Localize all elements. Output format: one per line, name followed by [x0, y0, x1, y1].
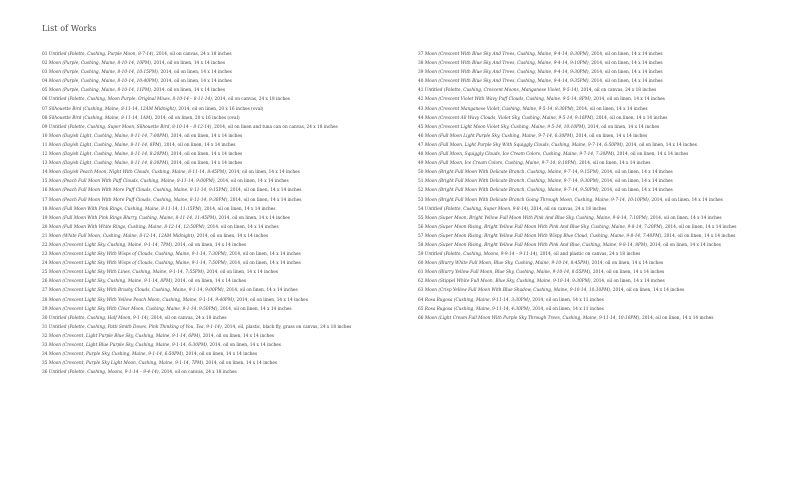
work-entry: [418, 241, 760, 250]
work-details: , 2014, oil on linen, 14 x 14 inches: [573, 106, 648, 112]
work-details: , 2014, oil on linen, 14 x 14 inches: [233, 297, 308, 303]
work-title: Moon (Peach Full Moon With More Puff Clouds, Cushing, Maine, 8-11-14, 9:15PM): [48, 188, 228, 194]
work-details: , 2014, oil on canvas, 24 x 18 inches: [211, 97, 290, 103]
work-number: 64: [418, 297, 424, 303]
work-details: , 2014, oil on linen, 14 x 14 inches: [157, 70, 232, 76]
work-title: Moon (Full Moon, Squiggly Clouds, Ice Cream Colors, Cushing, Maine, 9-7-14, 7:30PM): [424, 152, 615, 158]
work-title: Moon (Crescent With Blue Sky And Trees, Cushing, Maine, 9-4-14, 9:30PM): [424, 70, 589, 76]
work-number: 14: [42, 170, 48, 176]
work-details: , 2014, oil on linen, 14 x 14 inches: [217, 306, 292, 312]
work-number: 22: [42, 242, 48, 248]
work-number: 13: [42, 161, 48, 167]
work-entry: [418, 223, 760, 232]
work-number: 23: [42, 252, 48, 258]
work-number: 19: [42, 215, 48, 221]
work-entry: [418, 214, 760, 223]
work-details: , 2014, oil on linen, 14 x 14 inches: [662, 224, 737, 230]
work-number: 31: [42, 324, 48, 330]
work-number: 20: [42, 224, 48, 230]
work-entry: [42, 268, 380, 277]
work-number: 43: [418, 106, 424, 112]
work-number: 04: [42, 79, 48, 85]
work-title: Moon (Full Moon, Ice Cream Colors, Cushing, Maine, 9-7-14, 8:10PM): [424, 161, 577, 167]
work-details: , 2014, oil on linen, 14 x 14 inches: [598, 170, 673, 176]
work-title: Moon (Purple, Cushing, Maine, 8-10-14, 11PM): [48, 88, 151, 94]
work-title: Moon (Crescent All Wavy Clouds, Violet Sky, Cushing, Maine, 9-5-14, 9:10PM): [424, 115, 594, 121]
work-number: 59: [418, 252, 424, 258]
work-details: , 2014, oil on linen, 14 x 14 inches: [201, 206, 276, 212]
work-entry: [418, 68, 760, 77]
work-title: Moon (Bright Full Moon With Delicate Branch, Cushing, Maine, 9-7-14, 9:50PM): [424, 188, 599, 194]
work-entry: [42, 305, 380, 314]
work-number: 52: [418, 188, 424, 194]
work-entry: [42, 368, 380, 377]
work-title: Moon (Crescent Light Sky With Lines, Cushing, Maine, 9-1-14, 7:55PM): [48, 270, 204, 276]
work-entry: [418, 114, 760, 123]
work-details: , 2014, oil on linen, 14 x 14 inches: [226, 261, 301, 267]
work-entry: [42, 259, 380, 268]
work-details: , 2014, oil on linen, 14 x 14 inches: [157, 79, 232, 85]
work-number: 30: [42, 315, 48, 321]
work-entry: [42, 277, 380, 286]
work-title: Moon (Super Moon Rising, Bright Yellow Full Moon With Pink And Blue Sky, Cushing, Maine, 9-8-14, 7:20PM): [424, 224, 663, 230]
work-details: , 2014, oil on linen, 14 x 14 inches: [590, 279, 665, 285]
work-details: , 2014, oil on linen, 14 x 14 inches: [171, 242, 247, 248]
work-details: , 2014, oil on linen, 14 x 14 inches: [183, 352, 258, 358]
work-details: , 2014, oil on linen, 14 x 14 inches: [614, 152, 689, 158]
work-entry: [418, 268, 760, 277]
work-number: 29: [42, 306, 48, 312]
work-title: Moon (Crescent Violet With Wavy Puff Clouds, Cushing, Maine, 9-5-14, 8PM): [424, 97, 591, 103]
work-entry: [42, 150, 380, 159]
work-number: 03: [42, 70, 48, 76]
work-entry: [42, 168, 380, 177]
work-title: Untitled (Palette, Cushing, Super Moon, Silhouette Bird, 8-10-14 – 8-12-14): [48, 124, 212, 130]
work-entry: [418, 277, 760, 286]
work-title: Untitled (Palette, Cushing, Moon Purple, Original Mixes, 8-10-14 – 8-11-14): [48, 97, 212, 103]
work-title: Moon (Super Moon, Bright Yellow Full Moon With Pink And Blue Sky, Cushing, Maine, 9-8-14, 7:10PM): [424, 215, 648, 221]
work-title: Untitled (Palette, Cushing, Super Moon, 9-8-14): [424, 206, 529, 212]
work-title: Moon (Crescent Light Sky With Brushy Clouds, Cushing, Maine, 9-1-14, 9:00PM): [48, 288, 224, 294]
work-entry: [42, 323, 380, 332]
work-entry: [418, 259, 760, 268]
work-number: 17: [42, 197, 48, 203]
work-details: , 2014, oil on linen, 14 x 14 inches: [214, 179, 289, 185]
work-details: , 2014, oil on linen, 14 x 14 inches: [225, 170, 300, 176]
work-title: Moon (Bright Full Moon With Delicate Branch, Cushing, Maine, 9-7-14, 9:15PM): [424, 170, 599, 176]
work-title: Moon (Crisp Yellow Full Moon With Blue Shadow, Cushing, Maine, 9-10-14, 10:10PM): [424, 288, 611, 294]
work-details: , 2014, oil, plastic, black fly, grass on canvas, 24 x 18 inches: [221, 324, 352, 330]
work-title: Moon (Purple, Cushing, Maine, 8-10-14, 10PM): [48, 61, 151, 67]
work-title: Moon (Crescent Light Sky With Wisps of Clouds, Cushing, Maine, 9-1-14, 7:50PM): [48, 261, 227, 267]
work-number: 56: [418, 224, 424, 230]
work-number: 06: [42, 97, 48, 103]
work-title: Untitled (Palette, Cushing, Patti Smith Doves, Pink Thinking of You, Tea, 9-1-14): [48, 324, 222, 330]
work-title: Moon (White Full Moon, Cushing, Maine, 8-12-14, 12AM Midnight): [48, 233, 194, 239]
work-number: 36: [42, 370, 48, 376]
work-title: Moon (Bright Full Moon With Delicate Branch, Cushing, Maine, 9-7-14, 9:30PM): [424, 179, 599, 185]
work-title: Moon (Crescent Manganese Violet, Cushing, Maine, 9-5-14, 8:30PM): [424, 106, 574, 112]
work-number: 54: [418, 206, 424, 212]
work-entry: [42, 114, 380, 123]
work-number: 60: [418, 261, 424, 267]
work-title: Moon (Full Moon Light Purple Sky, Cushing, Maine, 9-7-14, 6:30PM): [424, 133, 574, 139]
work-number: 05: [42, 88, 48, 94]
work-entry: [42, 250, 380, 259]
work-entry: [42, 50, 380, 59]
work-details: , 2014, oil on linen, 14 x 14 inches: [168, 161, 243, 167]
work-number: 32: [42, 333, 48, 339]
work-details: , 2014, oil on linen, 14 x 11 inches: [529, 306, 604, 312]
work-title: Moon (Blurry White Full Moon, Blue Sky, Cushing, Maine, 9-10-14, 8:45PM): [424, 261, 589, 267]
work-details: , 2014, oil on canvas, 24 x 18 inches: [148, 315, 227, 321]
work-title: Moon (Crescent Light Sky With Yellow Peach Moon, Cushing, Maine, 9-1-14, 9:40PM): [48, 297, 234, 303]
work-details: , 2014, oil on linen, 14 x 14 inches: [588, 61, 663, 67]
work-title: Moon (Crescent With Blue Sky And Trees, Cushing, Maine, 9-4-14, 8:30PM): [424, 52, 589, 57]
work-entry: [42, 77, 380, 86]
work-entry: [42, 232, 380, 241]
work-title: Untitled (Palette, Cushing, Moons, 9-9-14 – 9-11-14): [424, 252, 538, 258]
work-details: , 2014, oil on linen, 14 x 14 inches: [203, 361, 278, 367]
work-number: 33: [42, 343, 48, 348]
work-entry: [418, 59, 760, 68]
work-details: , 2014, oil on canvas, 24 x 18 inches: [528, 206, 607, 212]
work-title: Moon (Crescent Light Sky With Wisps of Clouds, Cushing, Maine, 9-1-14, 7:30PM): [48, 252, 227, 258]
work-details: , 2014, oil on linen, 14 x 14 inches: [227, 188, 302, 194]
work-details: , 2014, oil on linen, 14 x 14 inches: [203, 270, 278, 276]
work-title: Silhouette Bird (Cushing, Maine, 8-11-14, 1AM): [48, 115, 152, 121]
work-entry: [42, 59, 380, 68]
work-number: 12: [42, 152, 48, 158]
work-details: , 2014, oil on linen, 14 x 14 inches: [590, 97, 665, 103]
work-number: 48: [418, 152, 424, 158]
work-entry: [42, 332, 380, 341]
work-entry: [42, 214, 380, 223]
work-title: Moon (Full Moon, Light Purple Sky With Squiggly Clouds, Cushing, Maine, 9-7-14, 6:50PM): [424, 142, 623, 148]
work-details: , 2014, oil on canvas, 24 x 18 inches: [153, 52, 232, 57]
work-entry: [42, 205, 380, 214]
work-details: , 2014, oil on linen, 14 x 14 inches: [610, 288, 685, 294]
work-number: 50: [418, 170, 424, 176]
work-entry: [418, 177, 760, 186]
work-title: Moon (Full Moon With Pink Rings, Cushing, Maine, 8-11-14, 11:15PM): [48, 206, 202, 212]
work-title: Moon (Dayish Peach Moon, Night With Clouds, Cushing, Maine, 8-11-14, 8:45PM): [48, 170, 226, 176]
work-number: 07: [42, 106, 48, 112]
work-title: Moon (Crescent Light Moon Violet Sky, Cushing, Maine, 9-5-14, 10:10PM): [424, 124, 585, 130]
work-title: Moon (Crescent, Light Purple Blue Sky, Cushing, Maine, 9-1-14, 6PM): [48, 333, 200, 339]
work-entry: [418, 123, 760, 132]
work-details: , 2014, oil on canvas, 24 x 18 inches: [158, 370, 237, 376]
work-title: Moon (Blurry Yellow Full Moon, Blue Sky, Cushing, Maine, 9-10-14, 8:55PM): [424, 270, 591, 276]
work-details: , 2014, oil on linen, 14 x 14 inches: [576, 161, 651, 167]
work-number: 61: [418, 270, 424, 276]
work-entry: [418, 232, 760, 241]
work-number: 34: [42, 352, 48, 358]
work-entry: [418, 296, 760, 305]
work-details: , 2014, oil on linen, 14 x 11 inches: [529, 297, 604, 303]
work-number: 18: [42, 206, 48, 212]
work-details: , 2014, oil on canvas, 24 x 18 inches: [578, 88, 657, 94]
work-number: 38: [418, 61, 424, 67]
work-entry: [42, 105, 380, 114]
work-entry: [418, 250, 760, 259]
work-details: , 2014, oil on linen, 14 x 14 inches: [588, 70, 663, 76]
work-number: 24: [42, 261, 48, 267]
work-details: , 2014, oil on linen, 14 x 14 inches: [200, 333, 275, 339]
work-number: 62: [418, 279, 424, 285]
work-entry: [42, 196, 380, 205]
work-number: 40: [418, 79, 424, 85]
work-entry: [418, 186, 760, 195]
work-title: Moon (Dayish Light, Cushing, Maine, 8-11-14, 8:20PM): [48, 152, 169, 158]
page-title: List of Works: [42, 24, 97, 33]
work-entry: [42, 68, 380, 77]
work-details: , 2014, oil on linen, 14 x 14 inches: [646, 242, 721, 248]
work-details: , 2014, oil on linen, 14 x 14 inches: [588, 79, 663, 85]
work-entry: [418, 305, 760, 314]
work-title: Moon (Crescent, Light Blue Purple Sky, Cushing, Maine, 9-1-14, 6:30PM): [48, 343, 207, 348]
work-entry: [42, 341, 380, 350]
work-entry: [42, 350, 380, 359]
work-number: 63: [418, 288, 424, 294]
work-number: 41: [418, 88, 424, 94]
work-title: Moon (Full Moon With Pink Rings Blurry, Cushing, Maine, 8-11-14, 11:45PM): [48, 215, 216, 221]
work-details: , 2014, oil on linen, 14 x 14 inches: [584, 124, 660, 130]
work-details: , 2014, oil on linen, 14 x 14 inches: [590, 270, 665, 276]
work-title: Silhouette Bird (Cushing, Maine, 8-11-14, 12AM Midnight): [48, 106, 176, 112]
work-title: Moon (Full Moon With White Rings, Cushing, Maine, 8-12-14, 12:50PM): [48, 224, 205, 230]
work-details: , 2014, oil on linen, 14 x 14 inches: [647, 215, 722, 221]
work-number: 39: [418, 70, 424, 76]
work-number: 35: [42, 361, 48, 367]
work-details: , 2014, oil on linen, 14 x 14 inches: [573, 133, 648, 139]
work-title: Moon (Stippel White Full Moon, Blue Sky, Cushing, Maine, 9-10-14, 9:30PM): [424, 279, 591, 285]
work-details: , 2014, oil on linen, 14 x 14 inches: [593, 115, 668, 121]
works-list-right-column: [418, 50, 760, 323]
work-number: 57: [418, 233, 424, 239]
work-details: , 2014, oil and plastic on canvas, 24 x 18 inches: [537, 252, 641, 258]
work-details: , 2014, oil on linen, 14 x 14 inches: [168, 152, 243, 158]
work-entry: [42, 186, 380, 195]
work-details: , 2014, oil on linen, 14 x 14 inches: [588, 52, 663, 57]
work-entry: [418, 159, 760, 168]
work-title: Rosa Rugosa (Cushing, Maine, 9-11-14, 4:30PM): [424, 306, 530, 312]
work-details: , 2014, oil on linen, 14 x 14 inches: [648, 197, 723, 203]
work-entry: [42, 223, 380, 232]
work-title: Moon (Super Moon Rising, Bright Yellow Full Moon With Pink And Blue, Cushing, Maine, 9-8-14, 8PM): [424, 242, 647, 248]
work-title: Moon (Light Cream Full Moon With Purple Sky Through Trees, Cushing, Maine, 9-11-14, 10:10PM): [424, 315, 640, 321]
work-number: 09: [42, 124, 48, 130]
work-details: , 2014, oil on linen, 14 x 14 inches: [598, 188, 673, 194]
work-title: Moon (Peach Full Moon With Puff Clouds, Cushing, Maine, 8-11-14, 9:00PM): [48, 179, 215, 185]
work-number: 51: [418, 179, 424, 185]
work-title: Untitled (Palette, Cushing, Purple Moon, 8-7-14): [48, 52, 154, 57]
work-entry: [418, 168, 760, 177]
work-number: 02: [42, 61, 48, 67]
work-details: , 2014, oil on linen, 14 x 14 inches: [598, 179, 673, 185]
work-entry: [418, 314, 760, 323]
work-title: Moon (Crescent With Blue Sky And Trees, Cushing, Maine, 9-4-14, 9:35PM): [424, 79, 589, 85]
work-entry: [418, 141, 760, 150]
work-details: , 2014, oil on linen, 14 x 14 inches: [206, 343, 281, 348]
work-number: 66: [418, 315, 424, 321]
work-entry: [42, 359, 380, 368]
work-entry: [42, 86, 380, 95]
work-title: Moon (Crescent Light Sky With Clear Moon, Cushing, Maine, 9-1-14, 9:50PM): [48, 306, 218, 312]
work-title: Untitled (Palette, Cushing, Crescent Moons, Manganese Violet, 9-5-14): [424, 88, 579, 94]
work-number: 28: [42, 297, 48, 303]
work-entry: [42, 95, 380, 104]
work-details: , 2014, oil on linen, 14 x 14 inches: [223, 288, 298, 294]
work-details: , 2014, oil on linen, 14 x 14 inches: [226, 252, 301, 258]
work-entry: [418, 132, 760, 141]
work-number: 15: [42, 179, 48, 185]
work-number: 37: [418, 52, 424, 57]
work-entry: [42, 132, 380, 141]
work-number: 42: [418, 97, 424, 103]
work-entry: [418, 50, 760, 59]
work-number: 47: [418, 142, 424, 148]
work-title: Rosa Rugosa (Cushing, Maine, 9-11-14, 3:30PM): [424, 297, 530, 303]
work-number: 55: [418, 215, 424, 221]
work-details: , 2014, oil on linen, 14 x 14 inches: [661, 233, 736, 239]
work-number: 26: [42, 279, 48, 285]
work-entry: [42, 296, 380, 305]
work-entry: [418, 205, 760, 214]
work-details: , 2014, oil on linen, 20 x 16 inches (oval): [175, 106, 264, 112]
work-details: , 2014, oil on linen, 14 x 14 inches: [588, 261, 664, 267]
work-details: , 2014, oil on linen, 14 x 14 inches: [168, 133, 243, 139]
work-number: 53: [418, 197, 424, 203]
work-details: , 2014, oil on linen, 14 x 14 inches: [171, 279, 247, 285]
work-number: 21: [42, 233, 48, 239]
work-number: 16: [42, 188, 48, 194]
work-details: , 2014, oil on linen, 14 x 14 inches: [204, 224, 279, 230]
work-number: 01: [42, 52, 48, 57]
work-entry: [418, 196, 760, 205]
work-entry: [418, 105, 760, 114]
work-title: Moon (Crescent Light Sky, Cushing, Maine, 9-1-14, 8PM): [48, 279, 172, 285]
works-list-left-column: [42, 50, 380, 377]
work-title: Moon (Dayish Light, Cushing, Maine, 8-11-14, 7:00PM): [48, 133, 169, 139]
work-entry: [42, 159, 380, 168]
work-number: 10: [42, 133, 48, 139]
work-title: Moon (Crescent, Purple Sky, Cushing, Maine, 9-1-14, 6:50PM): [48, 352, 184, 358]
work-details: , 2014, oil on linen, 14 x 14 inches: [150, 88, 226, 94]
work-entry: [42, 286, 380, 295]
work-title: Moon (Crescent With Blue Sky And Trees, Cushing, Maine, 9-4-14, 9:10PM): [424, 61, 589, 67]
work-entry: [42, 314, 380, 323]
work-number: 11: [42, 142, 48, 148]
work-title: Moon (Crescent Light Sky, Cushing, Maine, 9-1-14, 7PM): [48, 242, 172, 248]
work-entry: [418, 86, 760, 95]
work-number: 46: [418, 133, 424, 139]
work-entry: [42, 177, 380, 186]
work-title: Moon (Super Moon Rising, Bright Yellow Full Moon With Wispy Blue Cloud, Cushing, Maine, 9-8-14, 7:40PM): [424, 233, 662, 239]
work-details: , 2014, oil on linen, 14 x 14 inches: [639, 315, 714, 321]
work-number: 58: [418, 242, 424, 248]
work-entry: [418, 95, 760, 104]
work-number: 44: [418, 115, 424, 121]
work-title: Moon (Peach Full Moon With More Puff Clouds, Cushing, Maine, 8-11-14, 9:30PM): [48, 197, 228, 203]
work-entry: [42, 123, 380, 132]
work-title: Moon (Crescent, Purple Sky Light Moon, Cushing, Maine, 9-1-14, 7PM): [48, 361, 204, 367]
work-entry: [418, 77, 760, 86]
work-title: Untitled (Palette, Cushing, Moons, 9-1-14 – 9-4-14): [48, 370, 159, 376]
work-title: Moon (Bright Full Moon With Delicate Branch Going Through Moon, Cushing, Maine, 9-7-14, 10:10PM): [424, 197, 649, 203]
work-number: 65: [418, 306, 424, 312]
work-entry: [418, 150, 760, 159]
work-title: Moon (Dayish Light, Cushing, Maine, 8-11-14, 8PM): [48, 142, 162, 148]
work-title: Moon (Dayish Light, Cushing, Maine, 8-11-14, 8:30PM): [48, 161, 169, 167]
work-number: 08: [42, 115, 48, 121]
work-number: 27: [42, 288, 48, 294]
work-number: 45: [418, 124, 424, 130]
work-entry: [42, 141, 380, 150]
work-details: , 2014, oil on linen, 20 x 16 inches (oval): [152, 115, 240, 121]
work-details: , 2014, oil on linen, 14 x 14 inches: [227, 197, 302, 203]
work-details: , 2014, oil on linen, 14 x 14 inches: [622, 142, 697, 148]
work-details: , 2014, oil on linen, 14 x 14 inches: [150, 61, 226, 67]
work-title: Moon (Purple, Cushing, Maine, 8-10-14, 10:40PM): [48, 79, 158, 85]
work-number: 49: [418, 161, 424, 167]
work-entry: [418, 286, 760, 295]
work-details: , 2014, oil on linen, 14 x 14 inches: [193, 233, 269, 239]
work-entry: [42, 241, 380, 250]
work-title: Moon (Purple, Cushing, Maine, 8-10-14, 10:15PM): [48, 70, 158, 76]
work-details: , 2014, oil on linen, 14 x 14 inches: [161, 142, 236, 148]
work-details: , 2014, oil on linen and tuna can on canvas, 24 x 18 inches: [211, 124, 338, 130]
work-title: Untitled (Palette, Cushing, Half Moon, 9-1-14): [48, 315, 149, 321]
work-number: 25: [42, 270, 48, 276]
work-details: , 2014, oil on linen, 14 x 14 inches: [215, 215, 290, 221]
